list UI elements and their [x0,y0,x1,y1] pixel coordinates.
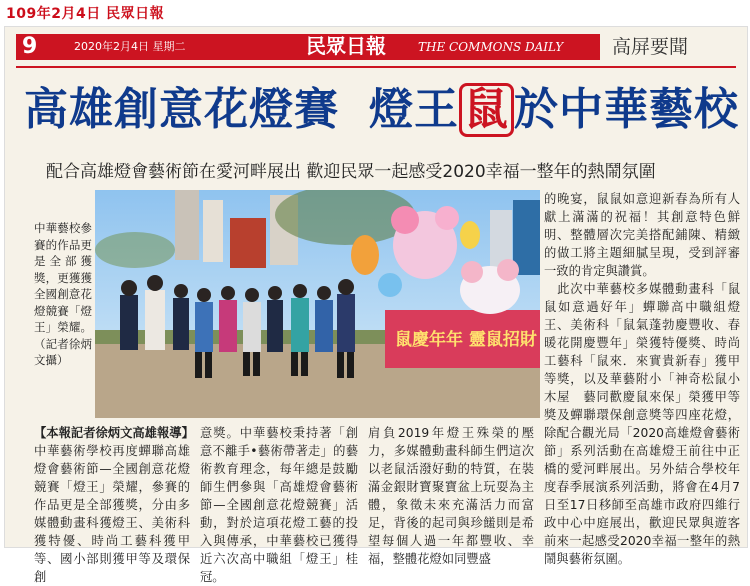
paper-logo-english: THE COMMONS DAILY [418,40,564,54]
subheadline: 配合高雄燈會藝術節在愛河畔展出 歡迎民眾一起感受2020幸福一整年的熱鬧氛圍 [46,162,656,182]
article-text-col2: 意獎。中華藝校秉持著「創意不離手•藝術帶著走」的藝術教育理念，每年總是鼓勵師生們參與「高雄燈會藝術節—全國創意花燈競賽」活動，對於這項花燈工藝的投入與傳承，中華藝校已獲得近六次高中職組「燈王」桂冠。 [200,426,358,584]
headline-part2-pre: 燈王 [369,84,459,135]
headline-boxed-char: 鼠 [459,83,514,137]
masthead [16,32,736,66]
headline-part1: 高雄創意花燈賽 [24,84,339,135]
masthead-rule [16,66,736,68]
article-column-4 [544,190,740,568]
headline [24,80,739,140]
article-text-col4: 的晚宴，鼠鼠如意迎新春為所有人獻上滿滿的祝福！其創意特色鮮明、整體層次完美搭配鋪陳、精緻的做工將主題細膩呈現，受到評審一致的肯定與讚賞。 此次中華藝校多媒體動畫科「鼠鼠如意過好年」蟬聯高中職組燈王、美術科「鼠氣蓬勃慶豐收、春暖花開慶豐年」榮獲特優獎、時尚工藝科「鼠來．來實貴新春」獲甲等獎，以及華藝附小「神奇松鼠小木屋 藝同歡慶鼠來保」榮獲甲等獎及蟬聯環保創意獎等四座花燈，除配合觀光局「2020高雄燈會藝術節」系列活動在高雄燈王前往中正橋的愛河畔展出。另外結合學校年度春季展演系列活動，將會在4月7日至17日移師至高雄市政府四維行政中心中庭展出，歡迎民眾與遊客前來一起感受2020幸福一整年的熱鬧與藝術氛圍。 [544,192,740,566]
article-column-2 [200,424,358,586]
photo-caption: 中華藝校參賽的作品更是全部獲獎，更獲獲全國創意花燈競賽「燈王」榮耀。（記者徐炳文攝） [34,221,92,367]
page-number: 9 [22,34,38,59]
headline-part2-post: 於中華藝校 [514,84,739,135]
article-text-col1: 中華藝術學校再度蟬聯高雄燈會藝術節—全國創意花燈競賽「燈王」榮耀，參賽的作品更是全部獲獎，分由多媒體動畫科獲燈王、美術科獲特優、時尚工藝科獲甲等、國小部則獲甲等及環保創 [34,444,190,584]
section-title: 高屏要聞 [612,36,689,58]
article-text-col3: 肩負2019年燈王殊榮的壓力，多媒體動畫科師生們這次以老鼠活潑好動的特質，在裝滿金銀財寶聚寶盆上玩耍為主體，象徵未來充滿活力而富足，背後的起司與珍饈則是希望每個人過一年都豐收、幸福，整體花燈如同豐盛 [368,426,534,566]
lantern-sign: 鼠慶年年 靈鼠招財 [395,330,537,350]
source-date-line: 109年2月4日 民眾日報 [6,6,165,22]
article-column-1 [34,424,194,586]
news-photo [95,190,540,418]
issue-date: 2020年2月4日 星期二 [74,40,186,53]
article-column-3 [368,424,534,568]
paper-logo: 民眾日報 [306,34,386,58]
photo-illustration [95,190,540,418]
article-byline: 【本報記者徐炳文高雄報導】 [34,426,194,440]
